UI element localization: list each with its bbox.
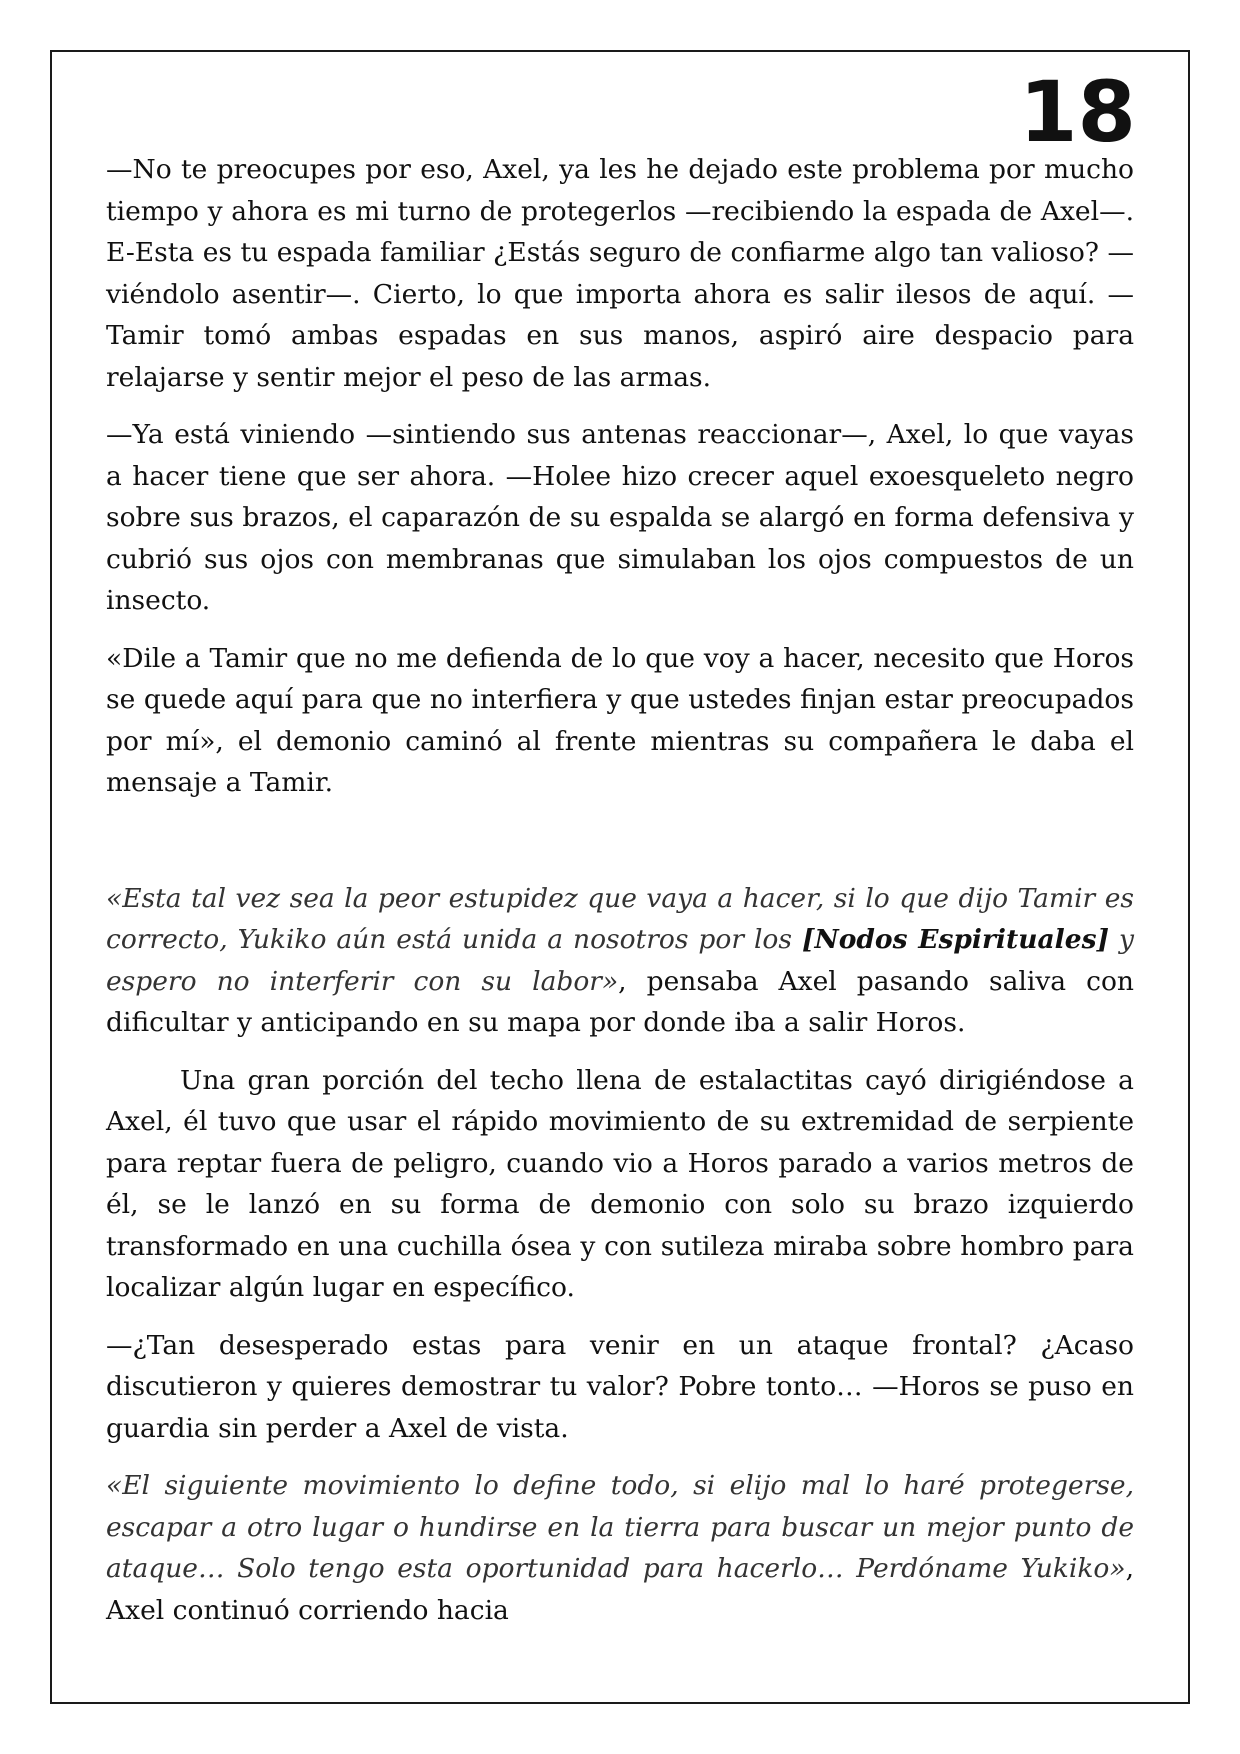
paragraph — [106, 878, 1134, 1044]
inner-thought: «El siguiente movimiento lo define todo, si elijo mal lo haré protegerse, escapar a otro lugar o hundirse en la tierra para buscar un mejor punto de ataque… Solo tengo esta oportunidad para hacerlo… Perdóname Yukiko» — [106, 1470, 1134, 1584]
narration: , Axel continuó corriendo hacia — [106, 1553, 1134, 1626]
inner-thought: «Esta tal vez sea la peor estupidez que vaya a hacer, si lo que dijo Tamir es correcto, Yukiko aún está unida a nosotros por los — [106, 882, 1134, 955]
body-text — [106, 149, 1134, 1647]
paragraph: Una gran porción del techo llena de estalactitas cayó dirigiéndose a Axel, él tuvo que usar el rápido movimiento de su extremidad de serpiente para reptar fuera de peligro, cuando vio a Horos parado a varios metros de él, se le lanzó en su forma de demonio con solo su brazo izquierdo transformado en una cuchilla ósea y con sutileza miraba sobre hombro para localizar algún lugar en específico. — [106, 1064, 1134, 1303]
inner-thought: y espero no interferir con su labor» — [106, 924, 1134, 997]
paragraph — [106, 1465, 1134, 1631]
page-frame — [50, 50, 1190, 1704]
paragraph: —Ya está viniendo —sintiendo sus antenas reaccionar—, Axel, lo que vayas a hacer tiene que ser ahora. —Holee hizo crecer aquel exoesqueleto negro sobre sus brazos, el caparazón de su espalda se alargó en forma defensiva y cubrió sus ojos con membranas que simulaban los ojos compuestos de un insecto. — [106, 419, 1134, 616]
paragraph: «Dile a Tamir que no me defienda de lo que voy a hacer, necesito que Horos se quede aquí para que no interfiera y que ustedes finjan estar preocupados por mí», el demonio caminó al frente mientras su compañera le daba el mensaje a Tamir. — [106, 642, 1134, 798]
narration: , pensaba Axel pasando saliva con dificultar y anticipando en su mapa por donde iba a salir Horos. — [106, 965, 1134, 1038]
bold-term: [Nodos Espirituales] — [801, 924, 1110, 955]
paragraph: —¿Tan desesperado estas para venir en un ataque frontal? ¿Acaso discutieron y quieres demostrar tu valor? Pobre tonto… —Horos se puso en guardia sin perder a Axel de vista. — [106, 1329, 1134, 1444]
paragraph: —No te preocupes por eso, Axel, ya les he dejado este problema por mucho tiempo y ahora es mi turno de protegerlos —recibiendo la espada de Axel—. E-Esta es tu espada familiar ¿Estás seguro de confiarme algo tan valioso? —viéndolo asentir—. Cierto, lo que importa ahora es salir ilesos de aquí. —Tamir tomó ambas espadas en sus manos, aspiró aire despacio para relajarse y sentir mejor el peso de las armas. — [106, 154, 1134, 393]
page-number: 18 — [1019, 63, 1136, 161]
